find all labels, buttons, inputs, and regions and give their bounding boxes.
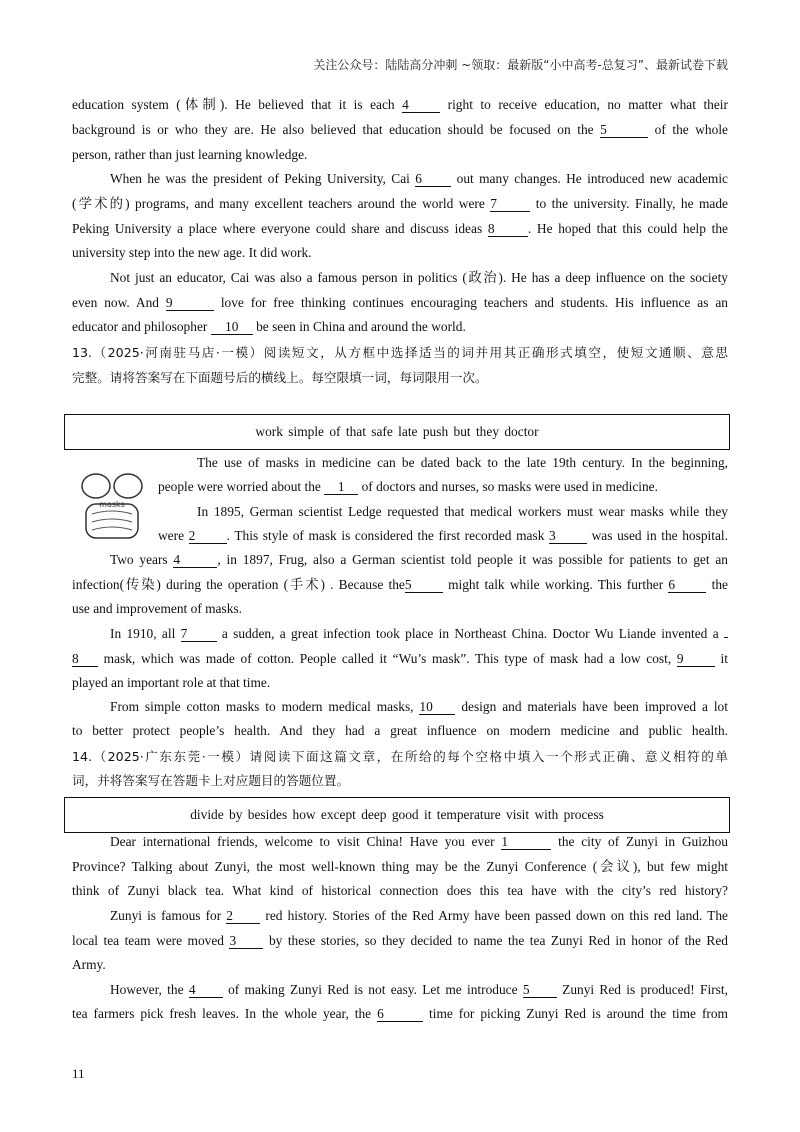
blank-8-start [724,637,728,638]
blank-4[interactable]: 4 [173,552,217,568]
blank-4[interactable]: 4 [189,982,223,998]
q13-line9: 8 mask, which was made of cotton. People called it “Wu’s mask”. This type of mask had a low cost, 9 it [72,651,728,666]
q13-title: 13.（2025·河南驻马店·一模）阅读短文，从方框中选择适当的词并用其正确形式填空，使短文通顺、意思 [72,345,728,360]
blank-6[interactable]: 6 [377,1006,423,1022]
q13-line8: In 1910, all 7 a sudden, a great infection took place in Northeast China. Doctor Wu Liande invented a [110,625,728,643]
blank-7[interactable]: 7 [181,626,217,642]
blank-1[interactable]: 1 [501,834,551,850]
page-header: 关注公众号：陆陆高分冲刺 ~领取：最新版“小中高考-总复习”、最新试卷下载 [313,58,728,72]
q14-line3: think of Zunyi black tea. What kind of historical connection does this tea have with the city’s red history? [72,883,728,898]
blank-5[interactable]: 5 [405,577,443,593]
q13-word-box: work simple of that safe late push but they doctor [64,414,730,450]
p12-line1: education system (体制). He believed that it is each 4 right to receive education, no matter what their [72,97,728,112]
page-number: 11 [72,1066,85,1081]
blank-8[interactable]: 8 [488,221,528,237]
blank-2[interactable]: 2 [226,908,260,924]
blank-1[interactable]: 1 [324,479,358,495]
q14-title-cont: 词，并将答案写在答题卡上对应题目的答题位置。 [72,773,350,788]
q14-line6: Army. [72,957,106,972]
p12-line4: When he was the president of Peking University, Cai 6 out many changes. He introduced new academic [110,171,728,186]
blank-10[interactable]: 10 [419,699,455,715]
blank-4[interactable]: 4 [402,97,440,113]
p12-line5: (学术的) programs, and many excellent teachers around the world were 7 to the university. Finally, he made [72,196,728,211]
q14-word-box: divide by besides how except deep good it temperature visit with process [64,797,730,833]
q13-line1: The use of masks in medicine can be dated back to the late 19th century. In the beginning, [197,455,728,470]
p12-line3: person, rather than just learning knowledge. [72,147,308,162]
image-label: masks [99,500,125,509]
q14-line5: local tea team were moved 3 by these stories, so they decided to name the tea Zunyi Red in honor of the Red [72,933,728,948]
mask-icon [82,474,110,498]
masks-illustration [72,466,152,546]
q13-line5: Two years 4 , in 1897, Frug, also a German scientist told people it was possible for patients to get an [110,552,728,567]
q14-line8: tea farmers pick fresh leaves. In the whole year, the 6 time for picking Zunyi Red is around the time from [72,1006,728,1021]
q14-line1: Dear international friends, welcome to visit China! Have you ever 1 the city of Zunyi in Guizhou [110,834,728,849]
p12-line7: university step into the new age. It did work. [72,245,312,260]
blank-8[interactable]: 8 [72,651,98,667]
q14-line2: Province? Talking about Zunyi, the most well-known thing may be the Zunyi Conference (会议), but few might [72,859,728,874]
blank-6[interactable]: 6 [668,577,706,593]
blank-6[interactable]: 6 [415,171,451,187]
blank-3[interactable]: 3 [229,933,263,949]
q13-title-cont: 完整。请将答案写在下面题号后的横线上。每空限填一词，每词限用一次。 [72,370,488,385]
p12-line8: Not just an educator, Cai was also a famous person in politics (政治). He has a deep influence on the society [110,270,728,285]
q13-line10: played an important role at that time. [72,675,271,690]
blank-5[interactable]: 5 [600,122,648,138]
q13-line7: use and improvement of masks. [72,601,242,616]
blank-9[interactable]: 9 [677,651,715,667]
q13-line3: In 1895, German scientist Ledge requested that medical workers must wear masks while they [197,504,728,519]
p12-line9: even now. And 9 love for free thinking continues encouraging teachers and students. His influence as an [72,295,728,310]
q13-line4: were 2 . This style of mask is considered the first recorded mask 3 was used in the hospital. [158,528,728,543]
q13-line6: infection(传染) during the operation (手术) . Because the5 might talk while working. This further 6 the [72,577,728,592]
mask-icon [114,474,142,498]
p12-line2: background is or who they are. He also believed that education should be focused on the 5 of the whole [72,122,728,137]
p12-line10: educator and philosopher 10 be seen in China and around the world. [72,319,466,334]
q14-line7: However, the 4 of making Zunyi Red is not easy. Let me introduce 5 Zunyi Red is produced! First, [110,982,728,997]
q13-line2: people were worried about the 1 of doctors and nurses, so masks were used in medicine. [158,479,658,494]
blank-5[interactable]: 5 [523,982,557,998]
blank-3[interactable]: 3 [549,528,587,544]
q13-line12: to better protect people’s health. And they had a great influence on modern medicine and public health. [72,723,728,738]
p12-line6: Peking University a place where everyone could share and discuss ideas 8 . He hoped that this could help the [72,221,728,236]
blank-2[interactable]: 2 [189,528,227,544]
blank-7[interactable]: 7 [490,196,530,212]
q13-line11: From simple cotton masks to modern medical masks, 10 design and materials have been improved a lot [110,699,728,714]
q14-line4: Zunyi is famous for 2 red history. Stories of the Red Army have been passed down on this red land. The [110,908,728,923]
q14-title: 14.（2025·广东东莞·一模）请阅读下面这篇文章，在所给的每个空格中填入一个形式正确、意义相符的单 [72,749,728,764]
blank-10[interactable]: 10 [211,319,253,335]
blank-9[interactable]: 9 [166,295,214,311]
